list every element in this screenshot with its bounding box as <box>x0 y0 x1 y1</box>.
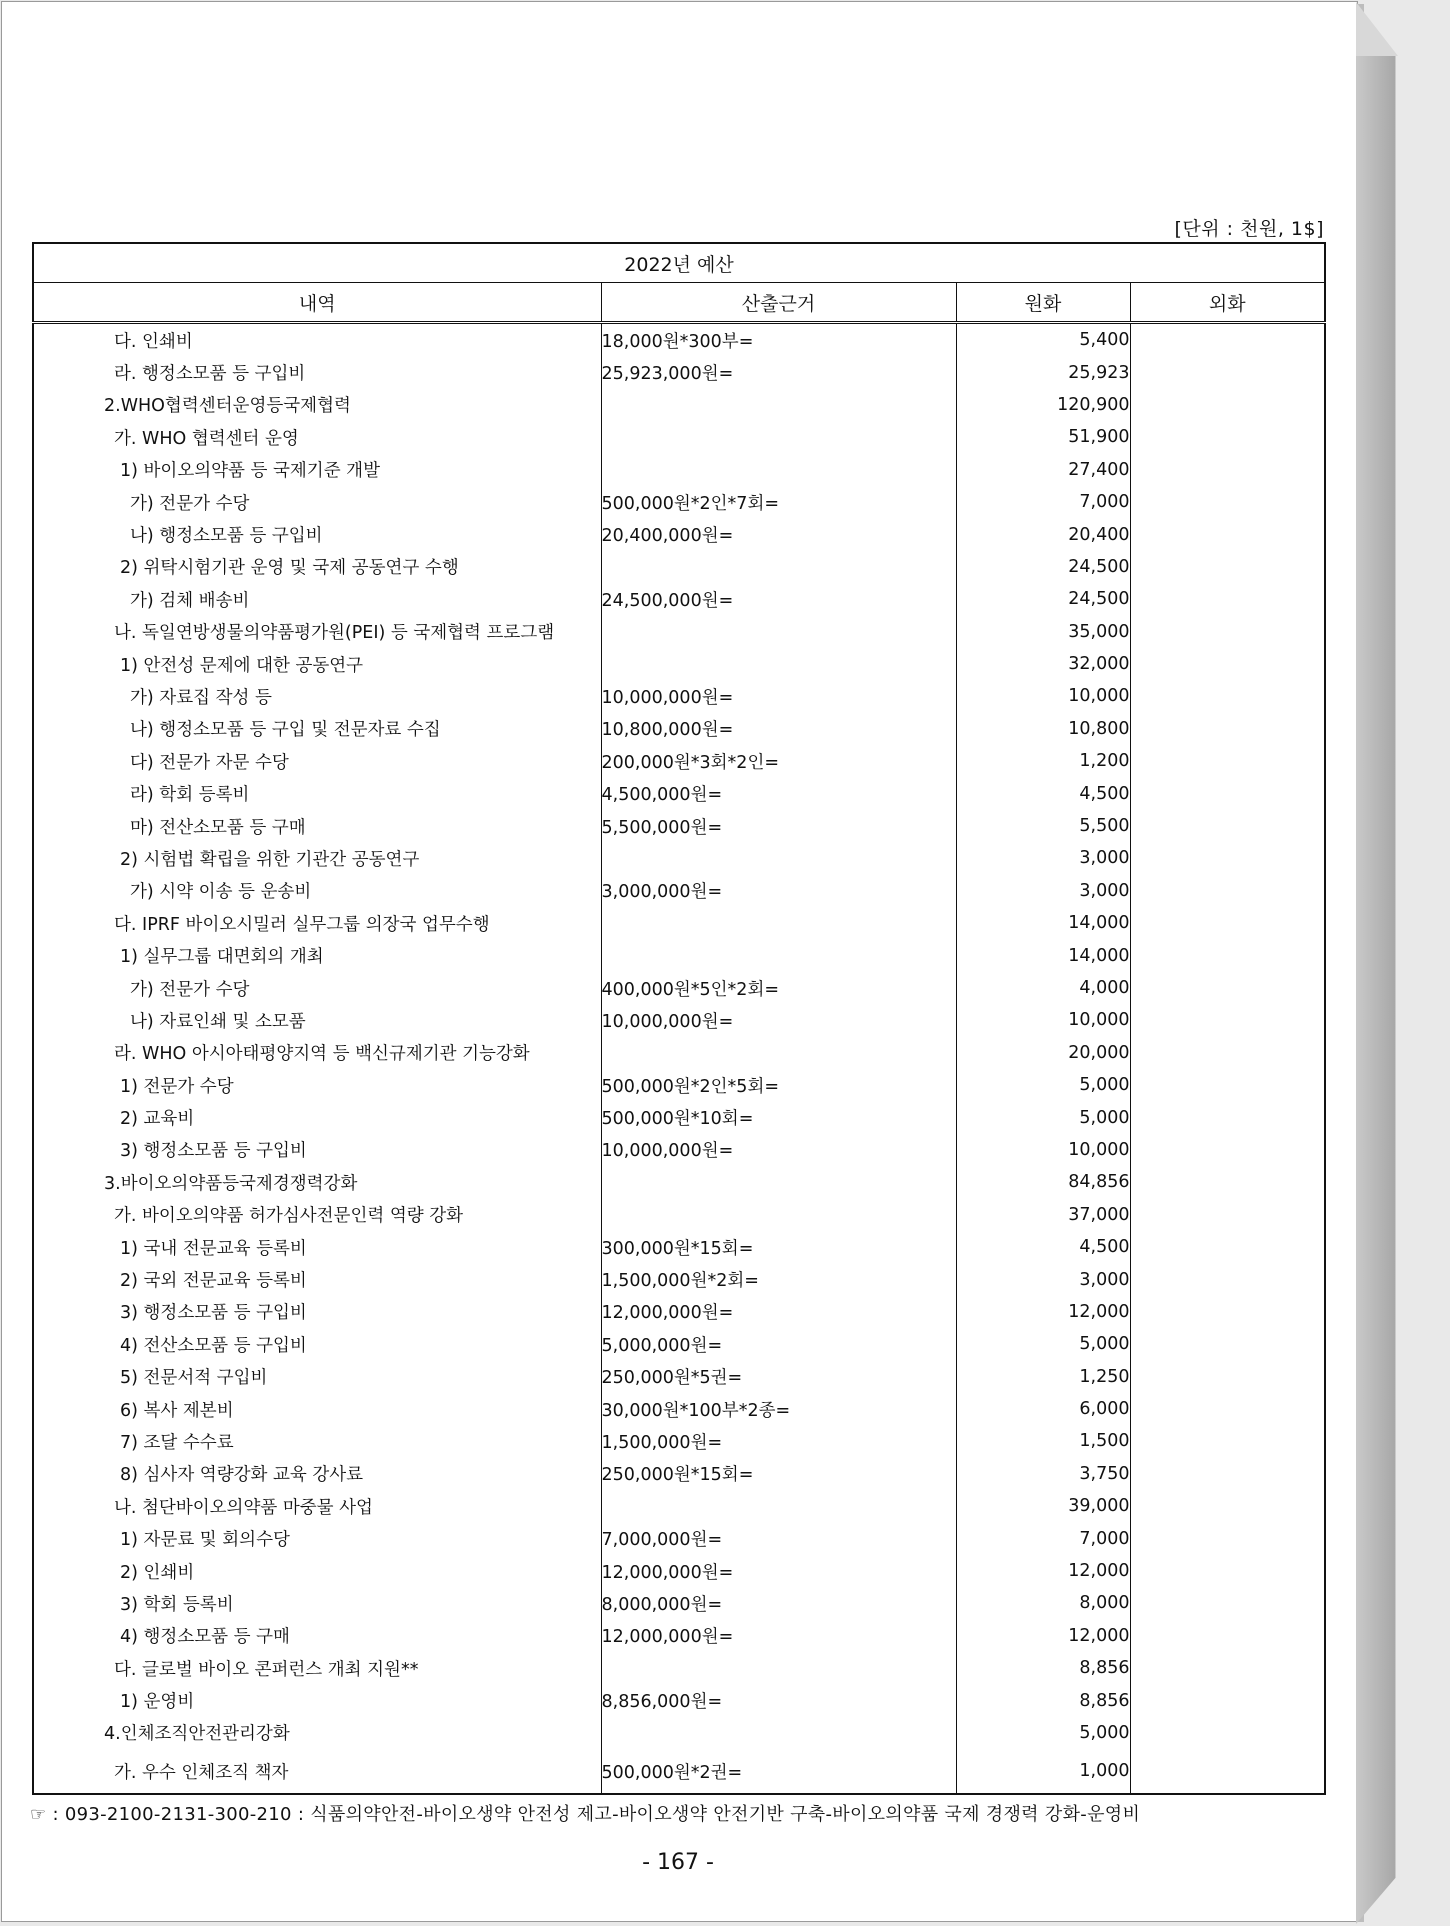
row-won: 10,800 <box>956 713 1130 745</box>
table-row <box>33 1458 1325 1490</box>
table-row <box>33 777 1325 809</box>
row-basis <box>601 842 956 874</box>
row-foreign <box>1130 1037 1325 1069</box>
row-foreign <box>1130 1717 1325 1749</box>
row-item: 마) 전산소모품 등 구매 <box>33 810 601 842</box>
row-basis <box>601 551 956 583</box>
table-row <box>33 1004 1325 1036</box>
row-basis: 3,000,000원= <box>601 875 956 907</box>
table-row <box>33 1037 1325 1069</box>
table-row <box>33 616 1325 648</box>
table-row <box>33 1717 1325 1749</box>
row-basis: 10,000,000원= <box>601 1004 956 1036</box>
row-won: 14,000 <box>956 907 1130 939</box>
row-item: 4) 전산소모품 등 구입비 <box>33 1328 601 1360</box>
row-item: 3) 행정소모품 등 구입비 <box>33 1296 601 1328</box>
row-item: 라. WHO 아시아태평양지역 등 백신규제기관 기능강화 <box>33 1037 601 1069</box>
row-item: 2) 시험법 확립을 위한 기관간 공동연구 <box>33 842 601 874</box>
table-row <box>33 1166 1325 1198</box>
row-item: 나. 첨단바이오의약품 마중물 사업 <box>33 1490 601 1522</box>
row-won: 37,000 <box>956 1199 1130 1231</box>
table-row <box>33 421 1325 453</box>
row-won: 35,000 <box>956 616 1130 648</box>
table-row <box>33 1684 1325 1716</box>
row-foreign <box>1130 486 1325 518</box>
table-row <box>33 389 1325 421</box>
table-row <box>33 1555 1325 1587</box>
row-item: 4) 행정소모품 등 구매 <box>33 1620 601 1652</box>
row-foreign <box>1130 1458 1325 1490</box>
row-basis: 250,000원*5권= <box>601 1361 956 1393</box>
row-item: 4.인체조직안전관리강화 <box>33 1717 601 1749</box>
table-row <box>33 648 1325 680</box>
row-won: 4,000 <box>956 972 1130 1004</box>
row-basis: 200,000원*3회*2인= <box>601 745 956 777</box>
table-row <box>33 1652 1325 1684</box>
row-item: 1) 전문가 수당 <box>33 1069 601 1101</box>
table-row <box>33 583 1325 615</box>
row-won: 10,000 <box>956 680 1130 712</box>
row-foreign <box>1130 745 1325 777</box>
row-basis: 25,923,000원= <box>601 356 956 388</box>
table-row <box>33 939 1325 971</box>
row-foreign <box>1130 777 1325 809</box>
row-basis: 18,000원*300부= <box>601 323 956 357</box>
row-item: 5) 전문서적 구입비 <box>33 1361 601 1393</box>
row-basis <box>601 1037 956 1069</box>
row-foreign <box>1130 907 1325 939</box>
row-won: 10,000 <box>956 1134 1130 1166</box>
row-won: 8,000 <box>956 1587 1130 1619</box>
row-won: 120,900 <box>956 389 1130 421</box>
table-row <box>33 1620 1325 1652</box>
row-item: 가. WHO 협력센터 운영 <box>33 421 601 453</box>
row-item: 1) 실무그룹 대면회의 개최 <box>33 939 601 971</box>
row-foreign <box>1130 1296 1325 1328</box>
row-item: 라) 학회 등록비 <box>33 777 601 809</box>
row-basis: 10,000,000원= <box>601 1134 956 1166</box>
row-basis: 500,000원*10회= <box>601 1101 956 1133</box>
table-row <box>33 1296 1325 1328</box>
row-won: 20,400 <box>956 518 1130 550</box>
row-item: 3) 행정소모품 등 구입비 <box>33 1134 601 1166</box>
row-won: 5,400 <box>956 323 1130 357</box>
row-basis: 300,000원*15회= <box>601 1231 956 1263</box>
row-item: 1) 바이오의약품 등 국제기준 개발 <box>33 454 601 486</box>
row-item: 1) 국내 전문교육 등록비 <box>33 1231 601 1263</box>
row-won: 1,500 <box>956 1425 1130 1457</box>
table-row <box>33 1328 1325 1360</box>
row-won: 14,000 <box>956 939 1130 971</box>
row-won: 32,000 <box>956 648 1130 680</box>
row-won: 5,000 <box>956 1717 1130 1749</box>
budget-table <box>32 242 1326 1795</box>
row-won: 5,000 <box>956 1328 1130 1360</box>
row-item: 다. 글로벌 바이오 콘퍼런스 개최 지원** <box>33 1652 601 1684</box>
row-item: 라. 행정소모품 등 구입비 <box>33 356 601 388</box>
table-row <box>33 551 1325 583</box>
row-basis: 30,000원*100부*2종= <box>601 1393 956 1425</box>
row-basis: 12,000,000원= <box>601 1296 956 1328</box>
row-won: 3,000 <box>956 1263 1130 1295</box>
row-foreign <box>1130 1328 1325 1360</box>
row-basis: 12,000,000원= <box>601 1620 956 1652</box>
row-item: 가) 전문가 수당 <box>33 486 601 518</box>
row-won: 25,923 <box>956 356 1130 388</box>
row-foreign <box>1130 1134 1325 1166</box>
table-row <box>33 1101 1325 1133</box>
row-item: 1) 운영비 <box>33 1684 601 1716</box>
row-basis: 8,000,000원= <box>601 1587 956 1619</box>
row-basis: 5,500,000원= <box>601 810 956 842</box>
row-foreign <box>1130 972 1325 1004</box>
row-won: 1,250 <box>956 1361 1130 1393</box>
row-item: 가) 자료집 작성 등 <box>33 680 601 712</box>
row-foreign <box>1130 1069 1325 1101</box>
page-curl <box>1356 2 1450 1924</box>
table-row <box>33 356 1325 388</box>
table-row <box>33 713 1325 745</box>
row-item: 나. 독일연방생물의약품평가원(PEI) 등 국제협력 프로그램 <box>33 616 601 648</box>
row-won: 12,000 <box>956 1296 1130 1328</box>
column-header-row <box>33 283 1325 323</box>
row-item: 다. 인쇄비 <box>33 323 601 357</box>
column-header-item: 내역 <box>33 283 601 323</box>
row-item: 나) 행정소모품 등 구입 및 전문자료 수집 <box>33 713 601 745</box>
row-foreign <box>1130 1555 1325 1587</box>
row-foreign <box>1130 810 1325 842</box>
row-basis <box>601 616 956 648</box>
row-basis <box>601 454 956 486</box>
table-row <box>33 1069 1325 1101</box>
row-item: 2) 위탁시험기관 운영 및 국제 공동연구 수행 <box>33 551 601 583</box>
row-basis <box>601 1717 956 1749</box>
row-foreign <box>1130 1490 1325 1522</box>
row-won: 12,000 <box>956 1620 1130 1652</box>
row-basis: 20,400,000원= <box>601 518 956 550</box>
row-won: 7,000 <box>956 1522 1130 1554</box>
row-foreign <box>1130 1522 1325 1554</box>
row-item: 2) 교육비 <box>33 1101 601 1133</box>
row-item: 2) 인쇄비 <box>33 1555 601 1587</box>
row-foreign <box>1130 1361 1325 1393</box>
row-item: 나) 행정소모품 등 구입비 <box>33 518 601 550</box>
row-won: 4,500 <box>956 777 1130 809</box>
row-won: 20,000 <box>956 1037 1130 1069</box>
row-won: 39,000 <box>956 1490 1130 1522</box>
column-header-basis: 산출근거 <box>601 283 956 323</box>
row-item: 6) 복사 제본비 <box>33 1393 601 1425</box>
row-foreign <box>1130 356 1325 388</box>
row-won: 12,000 <box>956 1555 1130 1587</box>
row-foreign <box>1130 1684 1325 1716</box>
table-body <box>33 323 1325 1795</box>
table-caption: 2022년 예산 <box>33 243 1325 283</box>
row-item: 3.바이오의약품등국제경쟁력강화 <box>33 1166 601 1198</box>
row-basis <box>601 1652 956 1684</box>
row-won: 4,500 <box>956 1231 1130 1263</box>
table-row <box>33 1199 1325 1231</box>
row-won: 5,000 <box>956 1101 1130 1133</box>
row-foreign <box>1130 842 1325 874</box>
row-basis: 500,000원*2인*7회= <box>601 486 956 518</box>
row-foreign <box>1130 1199 1325 1231</box>
row-foreign <box>1130 616 1325 648</box>
row-item: 가) 검체 배송비 <box>33 583 601 615</box>
row-won: 8,856 <box>956 1684 1130 1716</box>
row-item: 2.WHO협력센터운영등국제협력 <box>33 389 601 421</box>
row-basis: 250,000원*15회= <box>601 1458 956 1490</box>
row-foreign <box>1130 389 1325 421</box>
row-foreign <box>1130 875 1325 907</box>
row-item: 나) 자료인쇄 및 소모품 <box>33 1004 601 1036</box>
unit-label: [단위 : 천원, 1$] <box>1174 218 1324 240</box>
row-foreign <box>1130 939 1325 971</box>
table-row <box>33 323 1325 357</box>
table-row <box>33 454 1325 486</box>
row-item: 7) 조달 수수료 <box>33 1425 601 1457</box>
row-item: 다) 전문가 자문 수당 <box>33 745 601 777</box>
row-basis <box>601 907 956 939</box>
table-row <box>33 907 1325 939</box>
row-item: 가) 전문가 수당 <box>33 972 601 1004</box>
row-foreign <box>1130 583 1325 615</box>
row-basis <box>601 389 956 421</box>
row-foreign <box>1130 323 1325 357</box>
row-foreign <box>1130 454 1325 486</box>
row-item: 가) 시약 이송 등 운송비 <box>33 875 601 907</box>
row-foreign <box>1130 1101 1325 1133</box>
row-basis: 5,000,000원= <box>601 1328 956 1360</box>
row-foreign <box>1130 1166 1325 1198</box>
row-basis: 4,500,000원= <box>601 777 956 809</box>
table-row <box>33 842 1325 874</box>
table-row <box>33 810 1325 842</box>
row-won: 5,000 <box>956 1069 1130 1101</box>
row-won: 5,500 <box>956 810 1130 842</box>
row-item: 다. IPRF 바이오시밀러 실무그룹 의장국 업무수행 <box>33 907 601 939</box>
row-won: 51,900 <box>956 421 1130 453</box>
row-basis: 8,856,000원= <box>601 1684 956 1716</box>
row-won: 27,400 <box>956 454 1130 486</box>
table-row <box>33 518 1325 550</box>
page-number: - 167 - <box>642 1850 714 1875</box>
row-won: 1,200 <box>956 745 1130 777</box>
table-row <box>33 875 1325 907</box>
row-foreign <box>1130 1231 1325 1263</box>
row-item: 2) 국외 전문교육 등록비 <box>33 1263 601 1295</box>
row-basis <box>601 1199 956 1231</box>
column-header-won: 원화 <box>956 283 1130 323</box>
table-row <box>33 1393 1325 1425</box>
row-won: 3,000 <box>956 875 1130 907</box>
row-item: 1) 안전성 문제에 대한 공동연구 <box>33 648 601 680</box>
table-row <box>33 486 1325 518</box>
row-foreign <box>1130 1263 1325 1295</box>
row-basis: 24,500,000원= <box>601 583 956 615</box>
row-basis: 400,000원*5인*2회= <box>601 972 956 1004</box>
table-row <box>33 1425 1325 1457</box>
row-won: 8,856 <box>956 1652 1130 1684</box>
row-won: 6,000 <box>956 1393 1130 1425</box>
row-basis <box>601 939 956 971</box>
row-foreign <box>1130 713 1325 745</box>
table-row <box>33 1361 1325 1393</box>
row-won: 24,500 <box>956 583 1130 615</box>
row-foreign <box>1130 551 1325 583</box>
column-header-foreign: 외화 <box>1130 283 1325 323</box>
row-foreign <box>1130 421 1325 453</box>
row-item: 3) 학회 등록비 <box>33 1587 601 1619</box>
row-basis: 1,500,000원*2회= <box>601 1263 956 1295</box>
table-row <box>33 1490 1325 1522</box>
row-foreign <box>1130 1425 1325 1457</box>
row-basis <box>601 421 956 453</box>
row-basis: 1,500,000원= <box>601 1425 956 1457</box>
row-basis: 10,000,000원= <box>601 680 956 712</box>
row-item: 1) 자문료 및 회의수당 <box>33 1522 601 1554</box>
row-foreign <box>1130 1393 1325 1425</box>
row-won: 84,856 <box>956 1166 1130 1198</box>
row-won: 7,000 <box>956 486 1130 518</box>
table-row <box>33 1263 1325 1295</box>
row-foreign <box>1130 1652 1325 1684</box>
row-foreign <box>1130 518 1325 550</box>
row-basis <box>601 1490 956 1522</box>
row-basis <box>601 1166 956 1198</box>
row-basis <box>601 648 956 680</box>
row-item: 가. 바이오의약품 허가심사전문인력 역량 강화 <box>33 1199 601 1231</box>
table-row <box>33 972 1325 1004</box>
row-won: 3,000 <box>956 842 1130 874</box>
row-foreign <box>1130 1620 1325 1652</box>
row-item: 가. 우수 인체조직 책자 <box>33 1749 601 1794</box>
row-foreign <box>1130 1587 1325 1619</box>
row-basis: 500,000원*2권= <box>601 1749 956 1794</box>
row-foreign <box>1130 1004 1325 1036</box>
table-row <box>33 1134 1325 1166</box>
footnote: ☞ : 093-2100-2131-300-210 : 식품의약안전-바이오생약 안전성 제고-바이오생약 안전기반 구축-바이오의약품 국제 경쟁력 강화-운영비 <box>30 1804 1141 1825</box>
row-basis: 12,000,000원= <box>601 1555 956 1587</box>
row-basis: 10,800,000원= <box>601 713 956 745</box>
table-row <box>33 1522 1325 1554</box>
row-won: 3,750 <box>956 1458 1130 1490</box>
row-item: 8) 심사자 역량강화 교육 강사료 <box>33 1458 601 1490</box>
table-row <box>33 1231 1325 1263</box>
table-row <box>33 1749 1325 1794</box>
row-won: 10,000 <box>956 1004 1130 1036</box>
table-row <box>33 680 1325 712</box>
row-foreign <box>1130 1749 1325 1794</box>
row-foreign <box>1130 648 1325 680</box>
table-row <box>33 745 1325 777</box>
table-row <box>33 1587 1325 1619</box>
row-foreign <box>1130 680 1325 712</box>
row-won: 1,000 <box>956 1749 1130 1794</box>
row-basis: 7,000,000원= <box>601 1522 956 1554</box>
row-won: 24,500 <box>956 551 1130 583</box>
row-basis: 500,000원*2인*5회= <box>601 1069 956 1101</box>
